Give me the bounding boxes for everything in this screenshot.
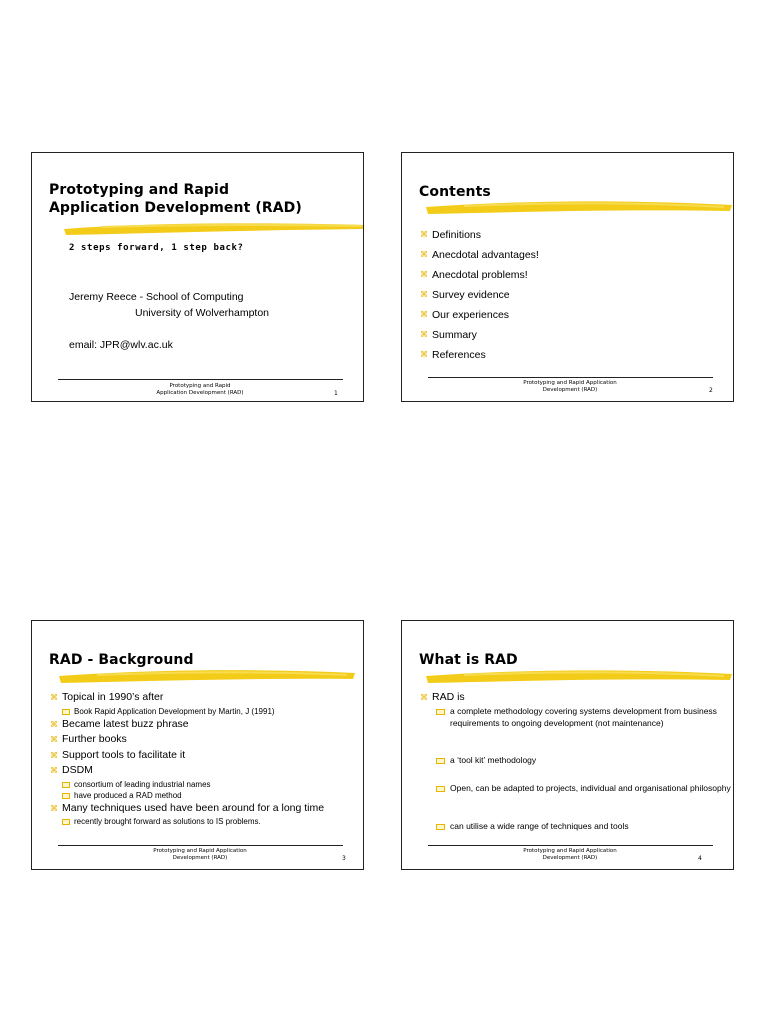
slide-4 (401, 620, 734, 870)
footer-rule (428, 845, 713, 846)
slide-3 (31, 620, 364, 870)
page-number: 1 (334, 390, 338, 397)
list-item: a complete methodology covering systems development from business requirements to ongoing development (not maintenance) (434, 706, 724, 729)
background-list (50, 690, 355, 827)
list-item: ⌘ Anecdotal problems! (420, 265, 539, 285)
page-number: 2 (709, 387, 713, 394)
author-email: email: JPR@wlv.ac.uk (69, 339, 173, 351)
list-item: ⌘ Became latest buzz phrase (50, 717, 355, 733)
list-item: ⌘ DSDM (50, 763, 355, 779)
rad-definition-list (420, 690, 465, 706)
list-item: ⌘ Our experiences (420, 305, 539, 325)
slide-title: RAD - Background (49, 652, 194, 668)
slide-footer: Prototyping and Rapid Application Development (RAD) (156, 383, 244, 396)
author-name: Jeremy Reece - School of Computing (69, 291, 244, 303)
list-item: ⌘ Further books (50, 732, 355, 748)
slide-2 (401, 152, 734, 402)
list-item: ⌘ Summary (420, 325, 539, 345)
sub-list-item: have produced a RAD method (50, 790, 355, 801)
list-item: can utilise a wide range of techniques and tools (434, 821, 734, 833)
list-item: ⌘ Topical in 1990’s after (50, 690, 355, 706)
slide-footer: Prototyping and Rapid Application Development (RAD) (523, 848, 617, 861)
footer-rule (58, 845, 343, 846)
list-item: ⌘ Definitions (420, 225, 539, 245)
slide-title: Prototyping and Rapid Application Development (RAD) (49, 182, 302, 216)
list-item: ⌘ RAD is (420, 690, 465, 706)
list-item: ⌘ References (420, 345, 539, 365)
list-item: ⌘ Support tools to facilitate it (50, 748, 355, 764)
sub-list-item: Book Rapid Application Development by Martin, J (1991) (50, 706, 355, 717)
yellow-brush-stroke-icon (62, 219, 364, 237)
list-item: ⌘ Anecdotal advantages! (420, 245, 539, 265)
page-number: 3 (342, 855, 346, 862)
sub-list-item: consortium of leading industrial names (50, 779, 355, 790)
slide-subtitle: 2 steps forward, 1 step back? (69, 243, 244, 253)
rad-sub-items (434, 706, 731, 831)
sub-list-item: recently brought forward as solutions to IS problems. (50, 816, 355, 827)
slide-footer: Prototyping and Rapid Application Development (RAD) (153, 848, 247, 861)
contents-list (420, 225, 539, 365)
list-item: a ‘tool kit’ methodology (434, 755, 734, 767)
page-number: 4 (698, 855, 702, 862)
list-item: ⌘ Survey evidence (420, 285, 539, 305)
slide-title: What is RAD (419, 652, 518, 668)
list-item: Open, can be adapted to projects, individual and organisational philosophy (434, 783, 734, 795)
slide-1 (31, 152, 364, 402)
footer-rule (428, 377, 713, 378)
slide-title: Contents (419, 184, 491, 200)
slide-footer: Prototyping and Rapid Application Development (RAD) (523, 380, 617, 393)
list-item: ⌘ Many techniques used have been around for a long time (50, 801, 355, 817)
author-affiliation: University of Wolverhampton (135, 307, 270, 319)
footer-rule (58, 379, 343, 380)
